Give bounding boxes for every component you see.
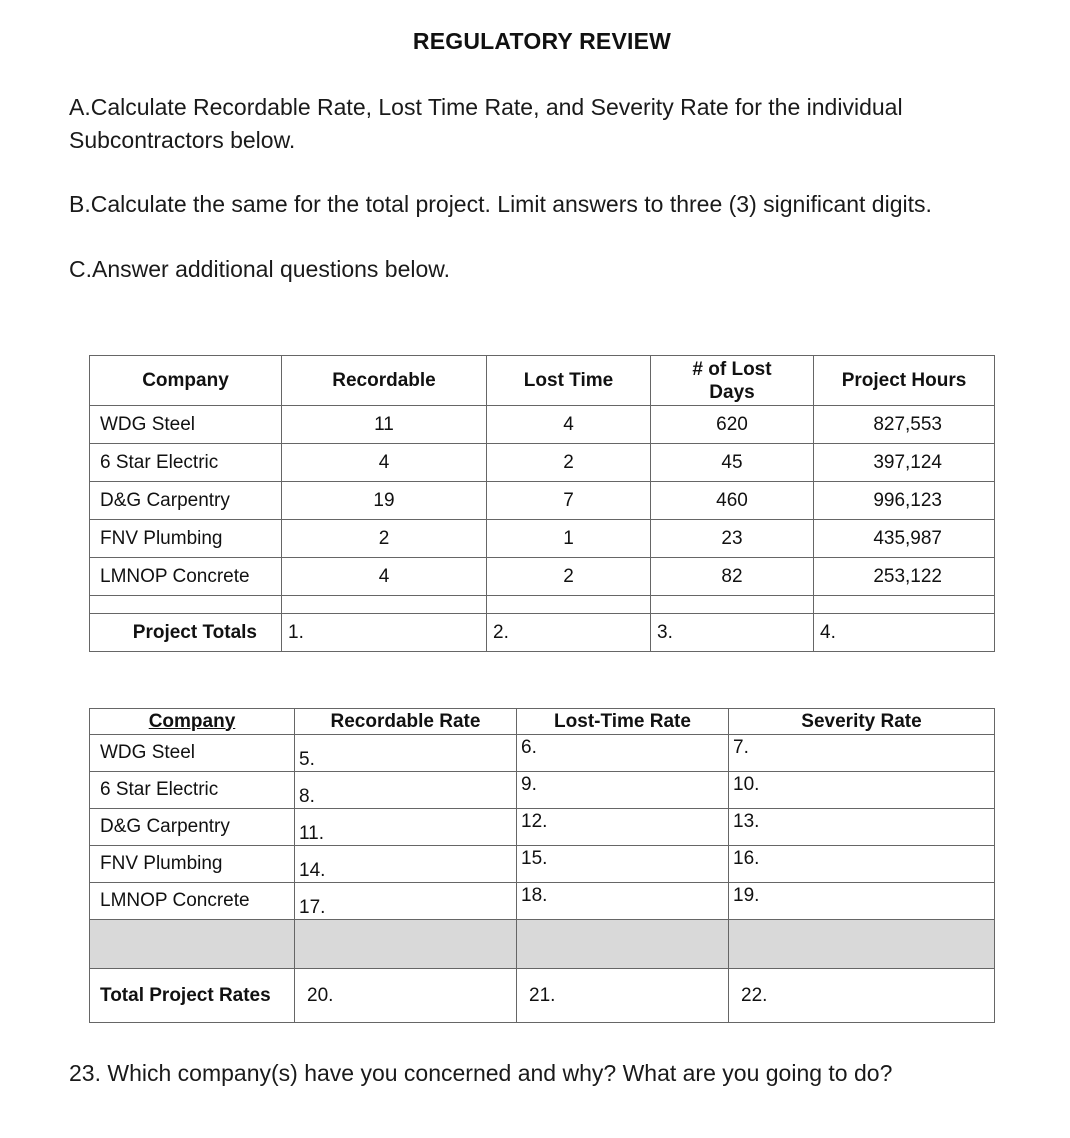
answer-blank-12[interactable]: 12. [517, 809, 729, 846]
table-header-row [90, 709, 995, 735]
company-name: 6 Star Electric [90, 444, 282, 482]
company-name: FNV Plumbing [90, 846, 295, 883]
table-row [90, 809, 995, 846]
project-hours-value: 827,553 [814, 406, 995, 444]
company-name: D&G Carpentry [90, 809, 295, 846]
table-row [90, 444, 995, 482]
company-name: LMNOP Concrete [90, 883, 295, 920]
table-row [90, 520, 995, 558]
header-lost-time-rate: Lost-Time Rate [517, 709, 729, 735]
spacer-row [90, 920, 995, 969]
lost-days-value: 460 [651, 482, 814, 520]
company-name: LMNOP Concrete [90, 558, 282, 596]
instruction-c: C.Answer additional questions below. [69, 256, 451, 282]
spacer-row [90, 596, 995, 614]
rates-table [89, 708, 995, 1023]
project-hours-value: 996,123 [814, 482, 995, 520]
page-title: REGULATORY REVIEW [412, 28, 672, 54]
answer-blank-19[interactable]: 19. [729, 883, 995, 920]
header-recordable: Recordable [282, 356, 487, 406]
lost-days-value: 82 [651, 558, 814, 596]
project-hours-value: 397,124 [814, 444, 995, 482]
answer-blank-3[interactable]: 3. [651, 614, 814, 652]
header-company: Company [90, 356, 282, 406]
answer-blank-5[interactable]: 5. [295, 735, 517, 772]
recordable-value: 4 [282, 444, 487, 482]
total-project-rates-label: Total Project Rates [90, 969, 295, 1023]
table-row [90, 883, 995, 920]
answer-blank-11[interactable]: 11. [295, 809, 517, 846]
table-header-row [90, 356, 995, 406]
header-lost-days: # of Lost Days [651, 356, 814, 406]
question-23: 23. Which company(s) have you concerned and why? What are you going to do? [69, 1060, 893, 1086]
company-name: 6 Star Electric [90, 772, 295, 809]
answer-blank-10[interactable]: 10. [729, 772, 995, 809]
lost-time-value: 4 [487, 406, 651, 444]
header-company: Company [90, 709, 295, 735]
answer-blank-15[interactable]: 15. [517, 846, 729, 883]
answer-blank-7[interactable]: 7. [729, 735, 995, 772]
header-lost-time: Lost Time [487, 356, 651, 406]
answer-blank-2[interactable]: 2. [487, 614, 651, 652]
lost-days-value: 45 [651, 444, 814, 482]
instruction-a: A.Calculate Recordable Rate, Lost Time Rate, and Severity Rate for the individual Subcontractors below. [69, 94, 903, 153]
answer-blank-1[interactable]: 1. [282, 614, 487, 652]
header-project-hours: Project Hours [814, 356, 995, 406]
lost-time-value: 2 [487, 558, 651, 596]
company-name: FNV Plumbing [90, 520, 282, 558]
answer-blank-21[interactable]: 21. [517, 969, 729, 1023]
instruction-b: B.Calculate the same for the total project. Limit answers to three (3) significant digits. [69, 191, 932, 217]
answer-blank-14[interactable]: 14. [295, 846, 517, 883]
answer-blank-20[interactable]: 20. [295, 969, 517, 1023]
answer-blank-13[interactable]: 13. [729, 809, 995, 846]
project-hours-value: 253,122 [814, 558, 995, 596]
recordable-value: 2 [282, 520, 487, 558]
header-severity-rate: Severity Rate [729, 709, 995, 735]
answer-blank-17[interactable]: 17. [295, 883, 517, 920]
header-recordable-rate: Recordable Rate [295, 709, 517, 735]
project-totals-row [90, 614, 995, 652]
subcontractor-data-table [89, 355, 995, 652]
answer-blank-22[interactable]: 22. [729, 969, 995, 1023]
recordable-value: 19 [282, 482, 487, 520]
answer-blank-4[interactable]: 4. [814, 614, 995, 652]
project-totals-label: Project Totals [90, 614, 282, 652]
recordable-value: 11 [282, 406, 487, 444]
total-project-rates-row [90, 969, 995, 1023]
project-hours-value: 435,987 [814, 520, 995, 558]
table-row [90, 406, 995, 444]
lost-days-value: 23 [651, 520, 814, 558]
answer-blank-18[interactable]: 18. [517, 883, 729, 920]
answer-blank-9[interactable]: 9. [517, 772, 729, 809]
table-row [90, 558, 995, 596]
lost-time-value: 1 [487, 520, 651, 558]
lost-time-value: 7 [487, 482, 651, 520]
table-row [90, 482, 995, 520]
lost-time-value: 2 [487, 444, 651, 482]
recordable-value: 4 [282, 558, 487, 596]
company-name: WDG Steel [90, 406, 282, 444]
table-row [90, 846, 995, 883]
answer-blank-8[interactable]: 8. [295, 772, 517, 809]
lost-days-value: 620 [651, 406, 814, 444]
table-row [90, 772, 995, 809]
company-name: WDG Steel [90, 735, 295, 772]
answer-blank-6[interactable]: 6. [517, 735, 729, 772]
company-name: D&G Carpentry [90, 482, 282, 520]
table-row [90, 735, 995, 772]
answer-blank-16[interactable]: 16. [729, 846, 995, 883]
